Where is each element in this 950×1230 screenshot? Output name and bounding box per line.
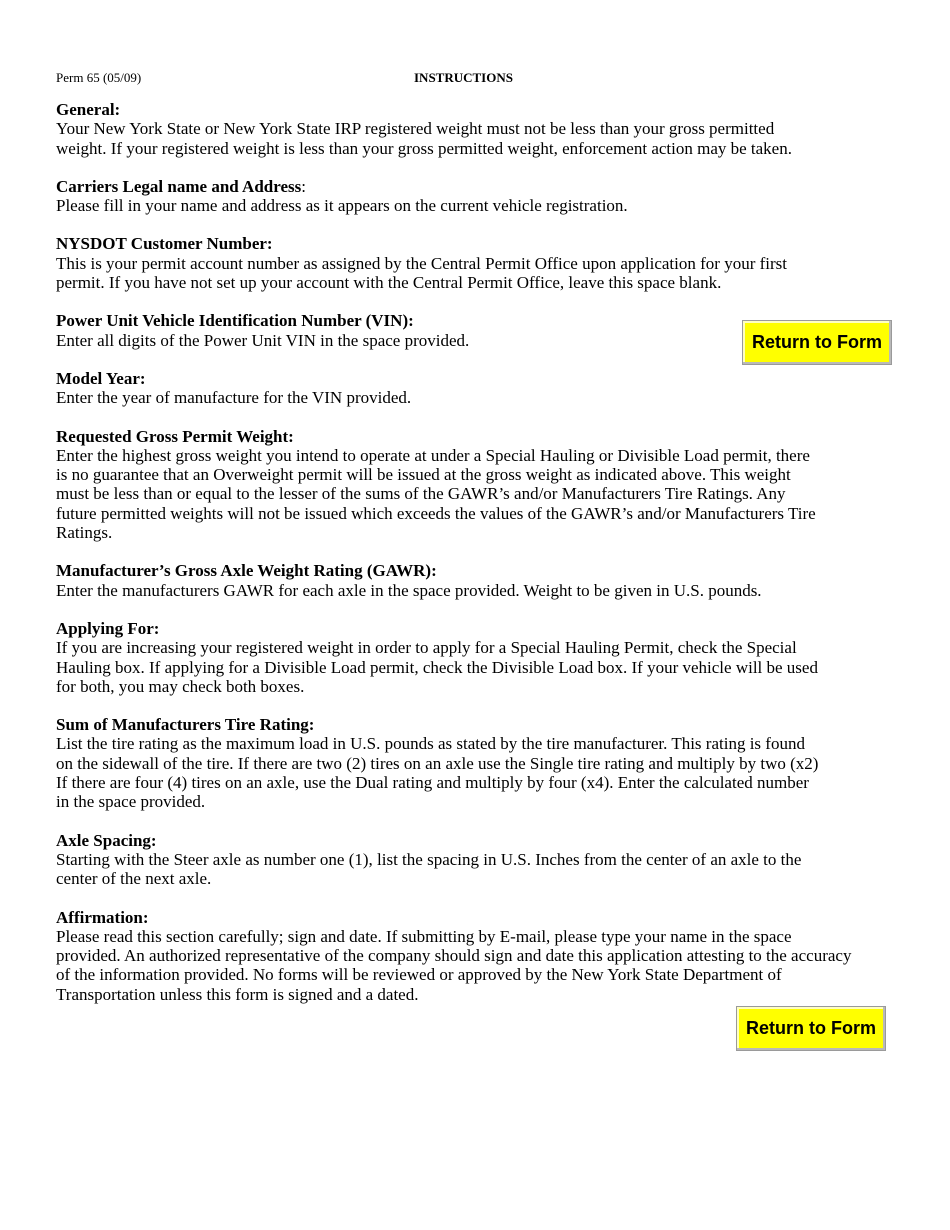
section-heading bbox=[56, 234, 936, 253]
page-title: INSTRUCTIONS bbox=[414, 70, 513, 85]
section-body-line: center of the next axle. bbox=[56, 869, 212, 889]
return-to-form-button-bottom[interactable]: Return to Form bbox=[736, 1006, 886, 1051]
section-body-line: Enter all digits of the Power Unit VIN in the space provided. bbox=[56, 330, 470, 350]
section-heading-text: Axle Spacing: bbox=[56, 830, 157, 850]
section-body-line: If you are increasing your registered weight in order to apply for a Special Hauling Permit, check the Special bbox=[56, 638, 797, 658]
section-body-line: This is your permit account number as assigned by the Central Permit Office upon application for your first bbox=[56, 253, 787, 273]
section-heading bbox=[56, 619, 936, 638]
section-heading-suffix: : bbox=[301, 176, 306, 196]
section-body-line: Your New York State or New York State IRP registered weight must not be less than your gross permitted bbox=[56, 119, 775, 139]
section-heading bbox=[56, 715, 936, 734]
section-body-line: weight. If your registered weight is less than your gross permitted weight, enforcement action may be taken. bbox=[56, 138, 792, 158]
section-heading-text: Power Unit Vehicle Identification Number (VIN): bbox=[56, 311, 414, 331]
section-body-line: is no guarantee that an Overweight permit will be issued at the gross weight as indicated above. This weight bbox=[56, 465, 791, 485]
section-body-line: in the space provided. bbox=[56, 792, 206, 812]
section-body-line: Hauling box. If applying for a Divisible Load permit, check the Divisible Load box. If your vehicle will be used bbox=[56, 657, 818, 677]
instruction-section bbox=[56, 619, 936, 696]
section-body-line: future permitted weights will not be issued which exceeds the values of the GAWR’s and/or Manufacturers Tire bbox=[56, 503, 816, 523]
section-body-line: provided. An authorized representative of the company should sign and date this application attesting to the accuracy bbox=[56, 946, 852, 966]
instruction-section bbox=[56, 831, 936, 889]
section-heading-text: Requested Gross Permit Weight: bbox=[56, 426, 294, 446]
section-body-line: on the sidewall of the tire. If there are two (2) tires on an axle use the Single tire rating and multiply by two (x2) bbox=[56, 753, 819, 773]
section-heading bbox=[56, 369, 936, 388]
section-heading bbox=[56, 177, 936, 196]
section-body-line: for both, you may check both boxes. bbox=[56, 676, 305, 696]
section-heading bbox=[56, 427, 936, 446]
instruction-section bbox=[56, 234, 936, 292]
section-heading bbox=[56, 561, 936, 580]
section-heading-text: General: bbox=[56, 100, 121, 119]
section-heading bbox=[56, 908, 936, 927]
instruction-section bbox=[56, 715, 936, 811]
section-heading-text: Applying For: bbox=[56, 618, 160, 638]
instruction-section bbox=[56, 427, 936, 543]
section-body-line: Enter the highest gross weight you intend to operate at under a Special Hauling or Divisible Load permit, there bbox=[56, 445, 810, 465]
section-body-line: If there are four (4) tires on an axle, use the Dual rating and multiply by four (x4). Enter the calculated number bbox=[56, 773, 809, 793]
instruction-section bbox=[56, 908, 936, 1004]
section-body-line: Please fill in your name and address as it appears on the current vehicle registration. bbox=[56, 196, 628, 216]
section-heading bbox=[56, 100, 936, 119]
instruction-section bbox=[56, 561, 936, 600]
instruction-section bbox=[56, 100, 936, 158]
instruction-section bbox=[56, 369, 936, 408]
section-heading-text: Affirmation: bbox=[56, 907, 149, 927]
section-body-line: Enter the year of manufacture for the VIN provided. bbox=[56, 388, 412, 408]
section-heading-text: Model Year: bbox=[56, 368, 146, 388]
return-to-form-button-top[interactable]: Return to Form bbox=[742, 320, 892, 365]
section-body-line: List the tire rating as the maximum load in U.S. pounds as stated by the tire manufacturer. This rating is found bbox=[56, 734, 805, 754]
section-body-line: Starting with the Steer axle as number one (1), list the spacing in U.S. Inches from the center of an axle to the bbox=[56, 849, 802, 869]
form-code: Perm 65 (05/09) bbox=[56, 70, 142, 85]
section-body-line: Enter the manufacturers GAWR for each axle in the space provided. Weight to be given in U.S. pounds. bbox=[56, 580, 762, 600]
section-heading bbox=[56, 831, 936, 850]
section-body-line: must be less than or equal to the lesser of the sums of the GAWR’s and/or Manufacturers Tire Ratings. Any bbox=[56, 484, 786, 504]
section-body-line: Ratings. bbox=[56, 523, 113, 543]
section-body-line: permit. If you have not set up your account with the Central Permit Office, leave this space blank. bbox=[56, 273, 722, 293]
section-heading-text: Carriers Legal name and Address bbox=[56, 176, 302, 196]
section-heading-text: NYSDOT Customer Number: bbox=[56, 234, 273, 254]
section-heading-text: Sum of Manufacturers Tire Rating: bbox=[56, 715, 315, 735]
section-heading-text: Manufacturer’s Gross Axle Weight Rating (GAWR): bbox=[56, 561, 437, 581]
section-body-line: Transportation unless this form is signed and a dated. bbox=[56, 984, 419, 1004]
instruction-section bbox=[56, 177, 936, 216]
section-body-line: Please read this section carefully; sign and date. If submitting by E-mail, please type your name in the space bbox=[56, 926, 792, 946]
instruction-sections bbox=[56, 100, 936, 1023]
section-body-line: of the information provided. No forms will be reviewed or approved by the New York State Department of bbox=[56, 965, 782, 985]
